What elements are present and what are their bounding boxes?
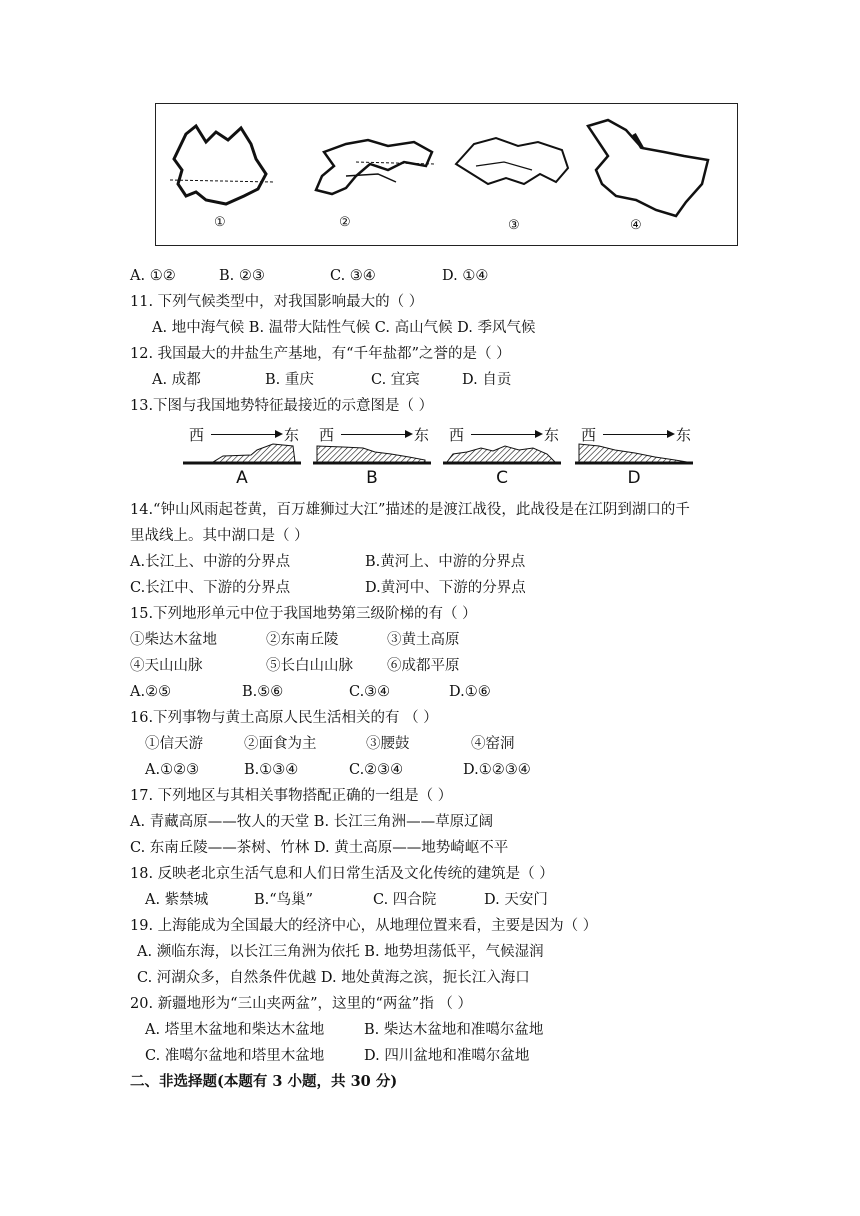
q16-stem: 16.下列事物与黄土高原人民生活相关的有 （ ） bbox=[130, 710, 438, 726]
q19-options-line2: C. 河湖众多，自然条件优越 D. 地处黄海之滨，扼长江入海口 bbox=[137, 970, 530, 986]
q18-option-d: D. 天安门 bbox=[484, 892, 548, 908]
q12-option-b: B. 重庆 bbox=[265, 372, 314, 388]
terrain-profile-d bbox=[575, 424, 695, 492]
west-label: 西 bbox=[189, 426, 205, 444]
q16-option-b: B.①③④ bbox=[244, 762, 299, 778]
terrain-profile-a bbox=[183, 424, 303, 492]
q14-option-a: A.长江上、中游的分界点 bbox=[130, 554, 291, 570]
q12-stem: 12. 我国最大的井盐生产基地，有“千年盐都”之誉的是（ ） bbox=[130, 346, 511, 362]
q17-stem: 17. 下列地区与其相关事物搭配正确的一组是（ ） bbox=[130, 788, 453, 804]
q17-options-line1: A. 青藏高原——牧人的天堂 B. 长江三角洲——草原辽阔 bbox=[130, 814, 494, 830]
terrain-profile-c bbox=[443, 424, 563, 492]
q18-option-a: A. 紫禁城 bbox=[145, 892, 209, 908]
q14-option-b: B.黄河上、中游的分界点 bbox=[365, 554, 526, 570]
profile-d-shape bbox=[575, 442, 693, 466]
q16-item-1: ①信天游 bbox=[145, 736, 203, 752]
q10-option-b: B. ②③ bbox=[219, 268, 265, 284]
q14-stem-line1: 14.“钟山风雨起苍黄，百万雄狮过大江”描述的是渡江战役，此战役是在江阴到湖口的千 bbox=[130, 502, 690, 518]
arrow-right-icon bbox=[211, 434, 281, 435]
east-label: 东 bbox=[675, 426, 691, 444]
profile-letter-a: A bbox=[236, 468, 248, 488]
q16-item-2: ②面食为主 bbox=[244, 736, 317, 752]
profile-letter-d: D bbox=[627, 468, 641, 488]
profile-a-shape bbox=[183, 442, 301, 466]
q15-stem: 15.下列地形单元中位于我国地势第三级阶梯的有（ ） bbox=[130, 606, 477, 622]
profile-letter-b: B bbox=[366, 468, 378, 488]
q18-option-c: C. 四合院 bbox=[373, 892, 437, 908]
q15-item-1: ①柴达木盆地 bbox=[130, 632, 217, 648]
q18-option-b: B.“鸟巢” bbox=[254, 892, 314, 908]
q20-option-c: C. 准噶尔盆地和塔里木盆地 bbox=[145, 1048, 325, 1064]
q16-option-a: A.①②③ bbox=[145, 762, 200, 778]
map-label-3: ③ bbox=[508, 218, 520, 233]
west-label: 西 bbox=[449, 426, 465, 444]
q16-item-3: ③腰鼓 bbox=[366, 736, 410, 752]
arrow-right-icon bbox=[603, 434, 673, 435]
q20-stem: 20. 新疆地形为“三山夹两盆”，这里的“两盆”指 （ ） bbox=[130, 996, 473, 1012]
terrain-profile-b bbox=[313, 424, 433, 492]
terrain-profile-figure bbox=[183, 424, 693, 492]
q15-option-d: D.①⑥ bbox=[449, 684, 491, 700]
q19-stem: 19. 上海能成为全国最大的经济中心，从地理位置来看，主要是因为（ ） bbox=[130, 918, 598, 934]
q14-option-d: D.黄河中、下游的分界点 bbox=[365, 580, 526, 596]
q13-stem: 13.下图与我国地势特征最接近的示意图是（ ） bbox=[130, 398, 434, 414]
east-label: 东 bbox=[543, 426, 559, 444]
q18-stem: 18. 反映老北京生活气息和人们日常生活及文化传统的建筑是（ ） bbox=[130, 866, 554, 882]
q17-options-line2: C. 东南丘陵——茶树、竹林 D. 黄土高原——地势崎岖不平 bbox=[130, 840, 509, 856]
q10-option-d: D. ①④ bbox=[442, 268, 489, 284]
arrow-right-icon bbox=[341, 434, 411, 435]
profile-c-shape bbox=[443, 442, 561, 466]
q16-option-c: C.②③④ bbox=[349, 762, 404, 778]
q20-option-a: A. 塔里木盆地和柴达木盆地 bbox=[145, 1022, 325, 1038]
q11-options: A. 地中海气候 B. 温带大陆性气候 C. 高山气候 D. 季风气候 bbox=[152, 320, 536, 336]
q16-item-4: ④窑洞 bbox=[471, 736, 515, 752]
q10-option-a: A. ①② bbox=[130, 268, 176, 284]
q20-option-d: D. 四川盆地和准噶尔盆地 bbox=[364, 1048, 530, 1064]
q15-item-3: ③黄土高原 bbox=[387, 632, 460, 648]
east-label: 东 bbox=[413, 426, 429, 444]
q15-item-2: ②东南丘陵 bbox=[266, 632, 339, 648]
province-outline-2 bbox=[316, 140, 432, 194]
province-outline-4 bbox=[588, 120, 708, 216]
map-label-1: ① bbox=[214, 215, 226, 230]
q11-stem: 11. 下列气候类型中，对我国影响最大的（ ） bbox=[130, 294, 424, 310]
q16-option-d: D.①②③④ bbox=[463, 762, 531, 778]
q15-item-4: ④天山山脉 bbox=[130, 658, 203, 674]
q12-option-a: A. 成都 bbox=[152, 372, 201, 388]
q15-item-6: ⑥成都平原 bbox=[387, 658, 460, 674]
q15-option-a: A.②⑤ bbox=[130, 684, 172, 700]
arrow-right-icon bbox=[471, 434, 541, 435]
q12-option-c: C. 宜宾 bbox=[371, 372, 420, 388]
province-outlines-svg bbox=[156, 104, 736, 244]
map-label-4: ④ bbox=[630, 218, 642, 233]
q12-option-d: D. 自贡 bbox=[462, 372, 512, 388]
province-map-figure bbox=[155, 103, 738, 246]
map-label-2: ② bbox=[339, 215, 351, 230]
q15-item-5: ⑤长白山山脉 bbox=[266, 658, 353, 674]
q20-option-b: B. 柴达木盆地和准噶尔盆地 bbox=[364, 1022, 544, 1038]
west-label: 西 bbox=[581, 426, 597, 444]
province-outline-3 bbox=[456, 138, 568, 184]
province-outline-1 bbox=[174, 126, 266, 204]
section-2-heading: 二、非选择题(本题有 3 小题，共 30 分) bbox=[130, 1073, 398, 1090]
west-label: 西 bbox=[319, 426, 335, 444]
q19-options-line1: A. 濒临东海，以长江三角洲为依托 B. 地势坦荡低平，气候湿润 bbox=[137, 944, 544, 960]
profile-letter-c: C bbox=[496, 468, 508, 488]
q15-option-c: C.③④ bbox=[349, 684, 391, 700]
q15-option-b: B.⑤⑥ bbox=[242, 684, 284, 700]
profile-b-shape bbox=[313, 442, 431, 466]
q14-stem-line2: 里战线上。其中湖口是（ ） bbox=[130, 528, 309, 544]
q10-option-c: C. ③④ bbox=[330, 268, 376, 284]
east-label: 东 bbox=[283, 426, 299, 444]
q14-option-c: C.长江中、下游的分界点 bbox=[130, 580, 291, 596]
